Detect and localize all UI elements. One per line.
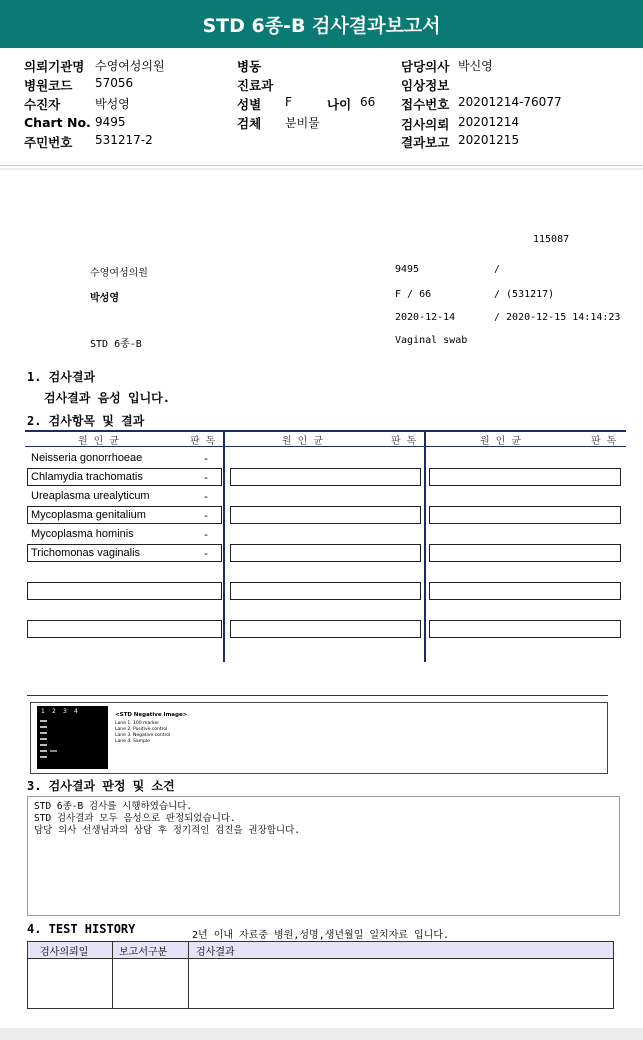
- page-bottom-strip: [0, 1028, 643, 1040]
- row-box: [429, 506, 621, 524]
- value-report-date: 20201215: [458, 133, 520, 147]
- section-2-title: 2. 검사항목 및 결과: [27, 414, 145, 428]
- gel-caption-title: <STD Negative Image>: [115, 712, 188, 718]
- col-head-result-3: 판 독: [591, 436, 617, 447]
- history-note: 2년 이내 자료중 병원,성명,생년월일 일치자료 입니다.: [192, 930, 450, 941]
- col-head-result-1: 판 독: [190, 436, 216, 447]
- report-specimen: Vaginal swab: [395, 335, 468, 346]
- history-table-header: [28, 942, 613, 959]
- row-box: [429, 468, 621, 486]
- section-3-title: 3. 검사결과 판정 및 소견: [27, 779, 175, 793]
- gel-band: [40, 726, 47, 728]
- report-patient: 박성영: [90, 293, 119, 304]
- report-sex-age: F / 66: [395, 289, 432, 300]
- value-sex: F: [285, 95, 292, 109]
- value-age: 66: [360, 95, 376, 109]
- image-top-rule: [27, 695, 608, 696]
- report-id: 115087: [533, 234, 570, 245]
- value-doctor: 박신영: [458, 59, 493, 73]
- lane-number: 1: [41, 708, 45, 715]
- report-title: STD 6종-B 검사결과보고서: [0, 0, 643, 48]
- comment-line: STD 6종-B 검사를 시행하였습니다.: [34, 801, 193, 812]
- pathogen-name: Mycoplasma hominis: [31, 528, 134, 540]
- label-ward: 병동: [237, 59, 262, 74]
- label-department: 진료과: [237, 78, 274, 93]
- value-accession-no: 20201214-76077: [458, 95, 562, 109]
- gel-band: [40, 738, 47, 740]
- value-patient: 박성영: [95, 97, 130, 111]
- header-divider-shadow: [0, 168, 643, 170]
- gel-band: [40, 720, 47, 722]
- label-request-date: 검사의뢰: [401, 117, 450, 132]
- pathogen-name: Neisseria gonorrhoeae: [31, 452, 143, 464]
- label-doctor: 담당의사: [401, 59, 450, 74]
- label-sex: 성별: [237, 97, 262, 112]
- history-table: [27, 941, 614, 1009]
- label-patient: 수진자: [24, 97, 61, 112]
- col-head-result-2: 판 독: [391, 436, 417, 447]
- report-chart: 9495: [395, 264, 420, 275]
- row-box: [27, 582, 222, 600]
- history-col-report-type: 보고서구분: [119, 947, 168, 958]
- header-divider: [0, 165, 643, 166]
- label-requesting-org: 의뢰기관명: [24, 59, 85, 74]
- table-divider-2: [424, 430, 426, 662]
- value-chart-no: 9495: [95, 115, 126, 129]
- pathogen-result: -: [204, 471, 208, 484]
- report-hospital: 수영여성의원: [90, 268, 148, 279]
- value-resident-no: 531217-2: [95, 133, 153, 147]
- section-4-title: 4. TEST HISTORY: [27, 922, 136, 936]
- label-report-date: 결과보고: [401, 135, 450, 150]
- row-box: [230, 506, 421, 524]
- label-resident-no: 주민번호: [24, 135, 73, 150]
- label-accession-no: 접수번호: [401, 97, 450, 112]
- gel-band: [40, 744, 47, 746]
- label-clinical-info: 임상정보: [401, 78, 450, 93]
- pathogen-result: -: [204, 509, 208, 522]
- gel-band: [40, 750, 47, 752]
- lane-number: 4: [74, 708, 78, 715]
- report-slash: /: [494, 264, 501, 275]
- gel-caption-line: Lane 3. Negative control: [115, 733, 171, 738]
- comment-box: [27, 796, 620, 916]
- row-box: [230, 468, 421, 486]
- lane-number: 2: [52, 708, 56, 715]
- value-requesting-org: 수영여성의원: [95, 59, 165, 73]
- label-age: 나이: [327, 97, 352, 112]
- gel-caption-line: Lane 2. Positive control: [115, 727, 168, 732]
- lane-number: 3: [63, 708, 67, 715]
- pathogen-result: -: [204, 547, 208, 560]
- pathogen-name: Ureaplasma urealyticum: [31, 490, 150, 502]
- row-box: [429, 544, 621, 562]
- report-received: 2020-12-14: [395, 312, 456, 323]
- pathogen-result: -: [204, 452, 208, 465]
- history-col-divider: [188, 942, 189, 1008]
- pathogen-name: Mycoplasma genitalium: [31, 509, 146, 521]
- col-head-pathogen-3: 원 인 균: [480, 436, 522, 447]
- pathogen-name: Trichomonas vaginalis: [31, 547, 141, 559]
- label-specimen: 검체: [237, 116, 262, 131]
- gel-band: [50, 750, 57, 752]
- col-head-pathogen-1: 원 인 균: [78, 436, 120, 447]
- comment-line: 담당 의사 선생님과의 상담 후 정기적인 검진을 권장합니다.: [34, 825, 301, 836]
- comment-line: STD 검사결과 모두 음성으로 판정되었습니다.: [34, 813, 236, 824]
- report-reported: / 2020-12-15 14:14:23: [494, 312, 621, 323]
- history-col-divider: [112, 942, 113, 1008]
- label-hospital-code: 병원코드: [24, 78, 73, 93]
- result-summary: 검사결과 음성 입니다.: [44, 391, 171, 405]
- gel-caption-line: Lane 4. Sample: [115, 739, 150, 744]
- pathogen-name: Chlamydia trachomatis: [31, 471, 143, 483]
- gel-caption-line: Lane 1. 100 marker: [115, 721, 160, 726]
- row-box: [230, 544, 421, 562]
- row-box: [230, 582, 421, 600]
- report-birth: / (531217): [494, 289, 555, 300]
- gel-image: [37, 706, 108, 769]
- gel-image-panel: [30, 702, 608, 774]
- pathogen-result: -: [204, 528, 208, 541]
- history-col-request-date: 검사의뢰일: [40, 947, 89, 958]
- report-test-name: STD 6종-B: [90, 339, 142, 350]
- row-box: [27, 620, 222, 638]
- pathogen-result: -: [204, 490, 208, 503]
- value-request-date: 20201214: [458, 115, 520, 129]
- col-head-pathogen-2: 원 인 균: [282, 436, 324, 447]
- gel-band: [40, 756, 47, 758]
- table-divider-1: [223, 430, 225, 662]
- value-hospital-code: 57056: [95, 76, 134, 90]
- row-box: [429, 582, 621, 600]
- section-1-title: 1. 검사결과: [27, 370, 96, 384]
- history-col-result: 검사결과: [196, 947, 235, 958]
- row-box: [230, 620, 421, 638]
- value-specimen: 분비물: [285, 116, 320, 130]
- row-box: [429, 620, 621, 638]
- label-chart-no: Chart No.: [24, 115, 91, 130]
- gel-band: [40, 732, 47, 734]
